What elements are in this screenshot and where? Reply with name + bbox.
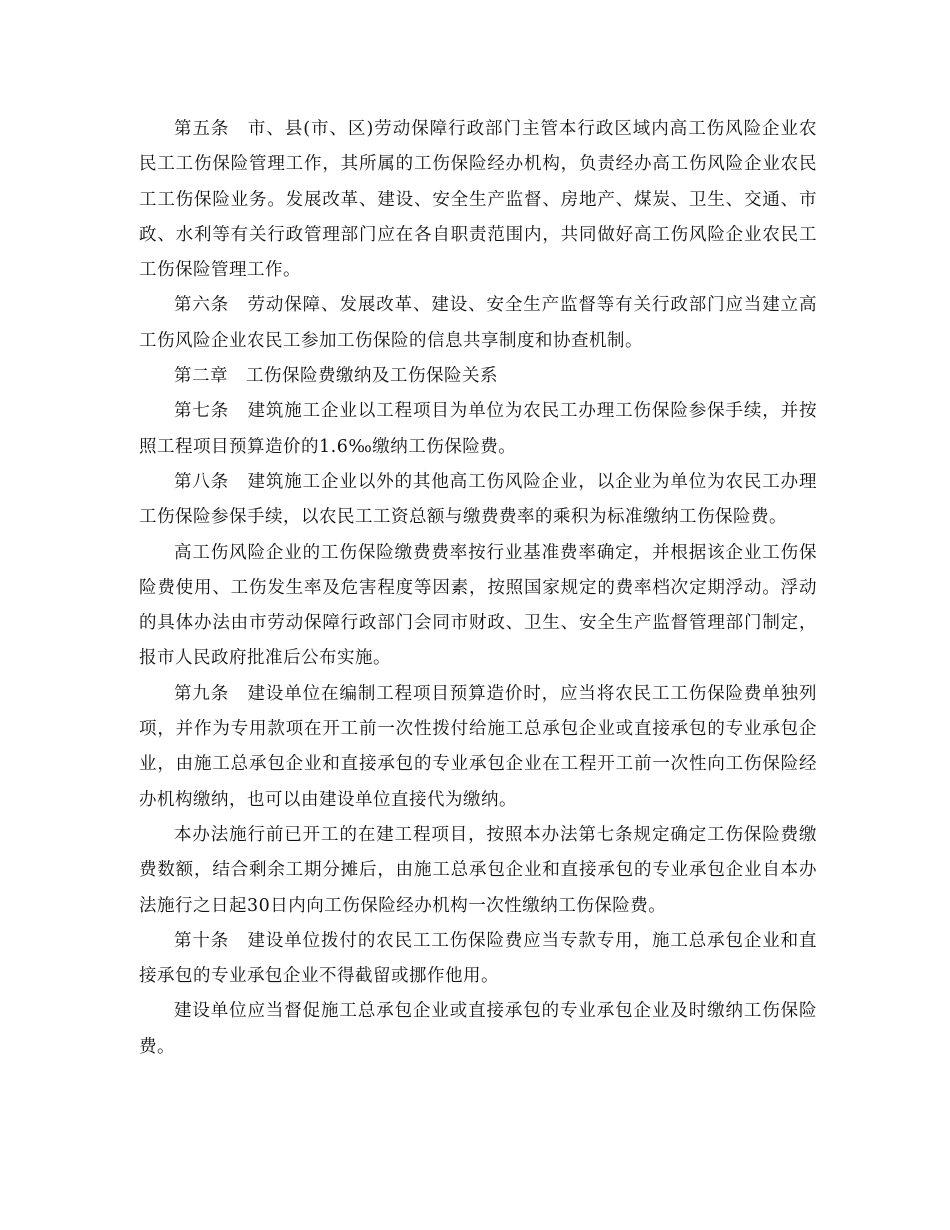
article-6: 第六条 劳动保障、发展改革、建设、安全生产监督等有关行政部门应当建立高工伤风险企业农民工参加工伤保险的信息共享制度和协查机制。	[139, 295, 817, 351]
article-10: 第十条 建设单位拨付的农民工工伤保险费应当专款专用，施工总承包企业和直接承包的专业承包企业不得截留或挪作他用。	[139, 930, 817, 987]
article-9: 第九条 建设单位在编制工程项目预算造价时，应当将农民工工伤保险费单独列项，并作为专用款项在开工前一次性拨付给施工总承包企业或直接承包的专业承包企业，由施工总承包企业和直接承包的专业承包企业在工程开工前一次性向工伤保险经办机构缴纳，也可以由建设单位直接代为缴纳。	[139, 683, 817, 810]
article-8: 第八条 建筑施工企业以外的其他高工伤风险企业，以企业为单位为农民工办理工伤保险参保手续，以农民工工资总额与缴费费率的乘积为标准缴纳工伤保险费。	[139, 471, 817, 528]
article-10-supervision-paragraph: 建设单位应当督促施工总承包企业或直接承包的专业承包企业及时缴纳工伤保险费。	[139, 1001, 817, 1057]
article-5: 第五条 市、县(市、区)劳动保障行政部门主管本行政区域内高工伤风险企业农民工工伤保险管理工作，其所属的工伤保险经办机构，负责经办高工伤风险企业农民工工伤保险业务。发展改革、建设、安全生产监督、房地产、煤炭、卫生、交通、市政、水利等有关行政管理部门应在各自职责范围内，共同做好高工伤风险企业农民工工伤保险管理工作。	[139, 119, 817, 281]
article-8-rate-paragraph: 高工伤风险企业的工伤保险缴费费率按行业基准费率确定，并根据该企业工伤保险费使用、工伤发生率及危害程度等因素，按照国家规定的费率档次定期浮动。浮动的具体办法由市劳动保障行政部门会同市财政、卫生、安全生产监督管理部门制定，报市人民政府批准后公布实施。	[139, 542, 817, 669]
article-7: 第七条 建筑施工企业以工程项目为单位为农民工办理工伤保险参保手续，并按照工程项目预算造价的1.6‰缴纳工伤保险费。	[139, 401, 817, 457]
article-9-transition-paragraph: 本办法施行前已开工的在建工程项目，按照本办法第七条规定确定工伤保险费缴费数额，结合剩余工期分摊后，由施工总承包企业和直接承包的专业承包企业自本办法施行之日起30日内向工伤保险经办机构一次性缴纳工伤保险费。	[139, 824, 817, 916]
chapter-2-heading: 第二章 工伤保险费缴纳及工伤保险关系	[174, 366, 498, 387]
